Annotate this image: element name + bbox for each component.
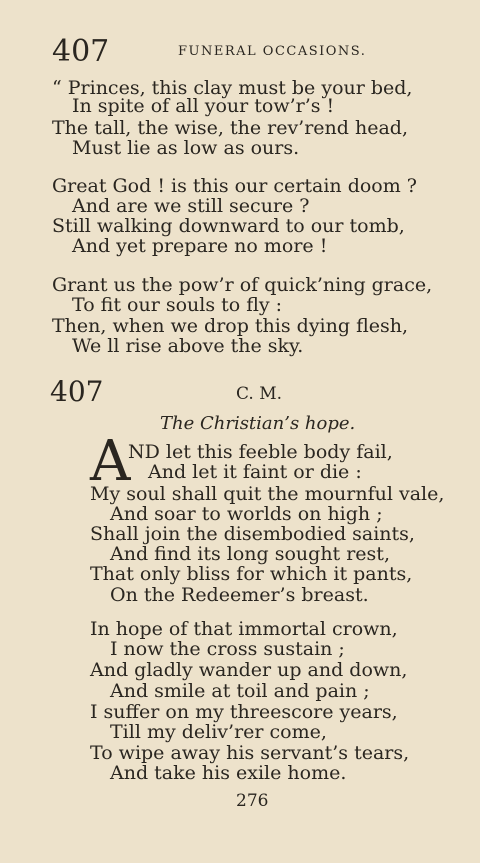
verse-line: And are we still secure ?: [72, 195, 310, 217]
verse-line: And yet prepare no more !: [72, 235, 328, 257]
hymn-line: Shall join the disembodied saints,: [90, 523, 415, 545]
hymn-number: 407: [50, 375, 104, 408]
hymn-line: In hope of that immortal crown,: [90, 618, 398, 640]
verse-line: “ Princes, this clay must be your bed,: [52, 77, 413, 99]
hymn-line: And find its long sought rest,: [110, 543, 390, 565]
hymn-line: ND let this feeble body fail,: [128, 441, 393, 463]
verse-line: The tall, the wise, the rev’rend head,: [52, 117, 408, 139]
hymn-line: And take his exile home.: [110, 762, 347, 784]
header-hymn-number: 407: [52, 34, 110, 69]
hymn-line: And let it faint or die :: [148, 461, 362, 483]
drop-cap: A: [90, 429, 131, 494]
verse-line: Great God ! is this our certain doom ?: [52, 175, 417, 197]
hymn-line: My soul shall quit the mournful vale,: [90, 483, 445, 505]
page-header: [52, 34, 452, 70]
hymn-line: I suffer on my threescore years,: [90, 701, 398, 723]
page-number: 276: [236, 791, 269, 811]
verse-line: To fit our souls to fly :: [72, 294, 283, 316]
hymn-subtitle: The Christian’s hope.: [160, 413, 356, 434]
hymn-line: On the Redeemer’s breast.: [110, 584, 369, 606]
hymn-line: I now the cross sustain ;: [110, 638, 345, 660]
hymn-line: And smile at toil and pain ;: [110, 680, 370, 702]
verse-line: We ll rise above the sky.: [72, 335, 304, 357]
header-section-title: FUNERAL OCCASIONS.: [178, 44, 367, 59]
hymn-line: That only bliss for which it pants,: [90, 563, 413, 585]
verse-line: Still walking downward to our tomb,: [52, 215, 405, 237]
verse-line: Must lie as low as ours.: [72, 137, 300, 159]
verse-line: Then, when we drop this dying flesh,: [52, 315, 409, 337]
hymn-meter: C. M.: [236, 384, 283, 404]
verse-line: Grant us the pow’r of quick’ning grace,: [52, 274, 433, 296]
hymn-line: And gladly wander up and down,: [90, 659, 408, 681]
hymn-line: And soar to worlds on high ;: [110, 503, 383, 525]
verse-line: In spite of all your tow’r’s !: [72, 95, 335, 117]
hymn-line: Till my deliv’rer come,: [110, 721, 327, 743]
hymn-line: To wipe away his servant’s tears,: [90, 742, 410, 764]
